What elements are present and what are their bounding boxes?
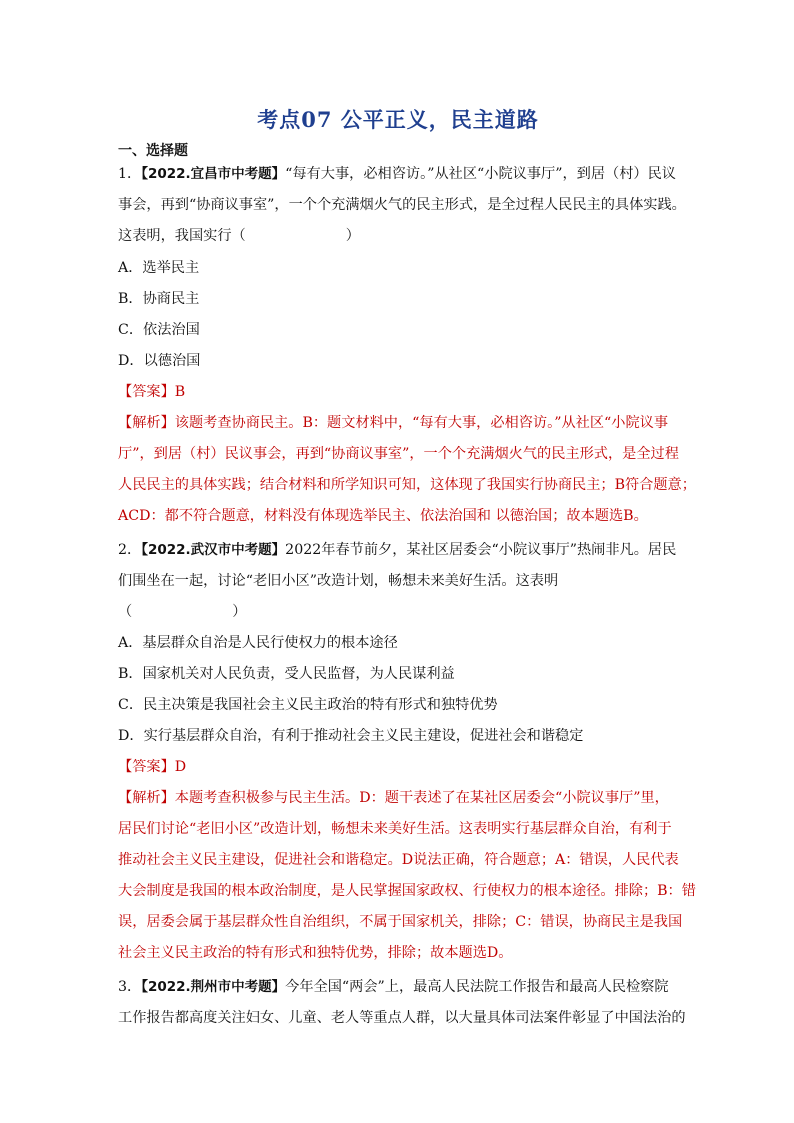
question-2-source-tag: 【2022.武汉市中考题】 [141,542,286,558]
question-1-source-tag: 【2022.宜昌市中考题】 [141,166,286,182]
question-1-analysis-line-1: 【解析】该题考查协商民主。B：题文材料中，“每有大事，必相咨访。”从社区“小院议事 [118,415,669,431]
question-2-option-a: A．基层群众自治是人民行使权力的根本途径 [118,635,398,651]
question-2-analysis-line-3: 推动社会主义民主建设，促进社会和谐稳定。D说法正确，符合题意；A：错误，人民代表 [118,852,679,868]
question-2-analysis-line-6: 社会主义民主政治的特有形式和独特优势，排除；故本题选D。 [118,945,513,961]
question-2-option-c: C．民主决策是我国社会主义民主政治的特有形式和独特优势 [118,697,498,713]
question-1-line-2: 事会，再到“协商议事室”，一个个充满烟火气的民主形式，是全过程人民民主的具体实践。 [118,197,686,213]
question-1-line-1: 1．【2022.宜昌市中考题】“每有大事，必相咨访。”从社区“小院议事厅”，到居（村）民议 [118,166,676,182]
question-1-option-d: D．以德治国 [118,353,201,369]
question-1-option-b: B．协商民主 [118,291,200,307]
question-3-source-tag: 【2022.荆州市中考题】 [141,979,286,995]
question-1-analysis-line-3: 人民民主的具体实践；结合材料和所学知识可知，这体现了我国实行协商民主；B符合题意； [118,477,696,493]
question-2-line-1: 2．【2022.武汉市中考题】2022年春节前夕，某社区居委会“小院议事厅”热闹非凡。居民 [118,542,677,558]
question-2-answer: 【答案】D [118,759,187,775]
question-2-analysis-line-1: 【解析】本题考查积极参与民主生活。D：题干表述了在某社区居委会“小院议事厅”里， [118,790,669,806]
question-2-line-3: （ ） [118,604,247,620]
question-3-line-1: 3．【2022.荆州市中考题】今年全国“两会”上，最高人民法院工作报告和最高人民检察院 [118,979,669,995]
question-2-option-b: B．国家机关对人民负责，受人民监督，为人民谋利益 [118,666,455,682]
question-2-analysis-line-2: 居民们讨论“老旧小区”改造计划，畅想未来美好生活。这表明实行基层群众自治，有利于 [118,821,672,837]
question-1-option-c: C．依法治国 [118,322,200,338]
question-2-option-d: D．实行基层群众自治，有利于推动社会主义民主建设，促进社会和谐稳定 [118,728,584,744]
question-2-analysis-line-4: 大会制度是我国的根本政治制度，是人民掌握国家政权、行使权力的根本途径。排除；B：错 [118,883,696,899]
question-1-analysis-line-4: ACD：都不符合题意，材料没有体现选举民主、依法治国和 以德治国；故本题选B。 [118,508,648,524]
question-1-line-3: 这表明，我国实行（ ） [118,228,360,244]
question-3-line-2: 工作报告都高度关注妇女、儿童、老人等重点人群，以大量具体司法案件彰显了中国法治的 [118,1010,686,1026]
question-2-line-2: 们围坐在一起，讨论“老旧小区”改造计划，畅想未来美好生活。这表明 [118,573,559,589]
question-1-option-a: A．选举民主 [118,260,200,276]
question-2-analysis-line-5: 误，居委会属于基层群众性自治组织，不属于国家机关，排除；C：错误，协商民主是我国 [118,914,683,930]
question-1-answer: 【答案】B [118,384,186,400]
page-title: 考点07 公平正义，民主道路 [257,107,539,132]
section-heading: 一、选择题 [118,143,188,159]
question-1-analysis-line-2: 厅”，到居（村）民议事会，再到“协商议事室”，一个个充满烟火气的民主形式，是全过程 [118,446,679,462]
